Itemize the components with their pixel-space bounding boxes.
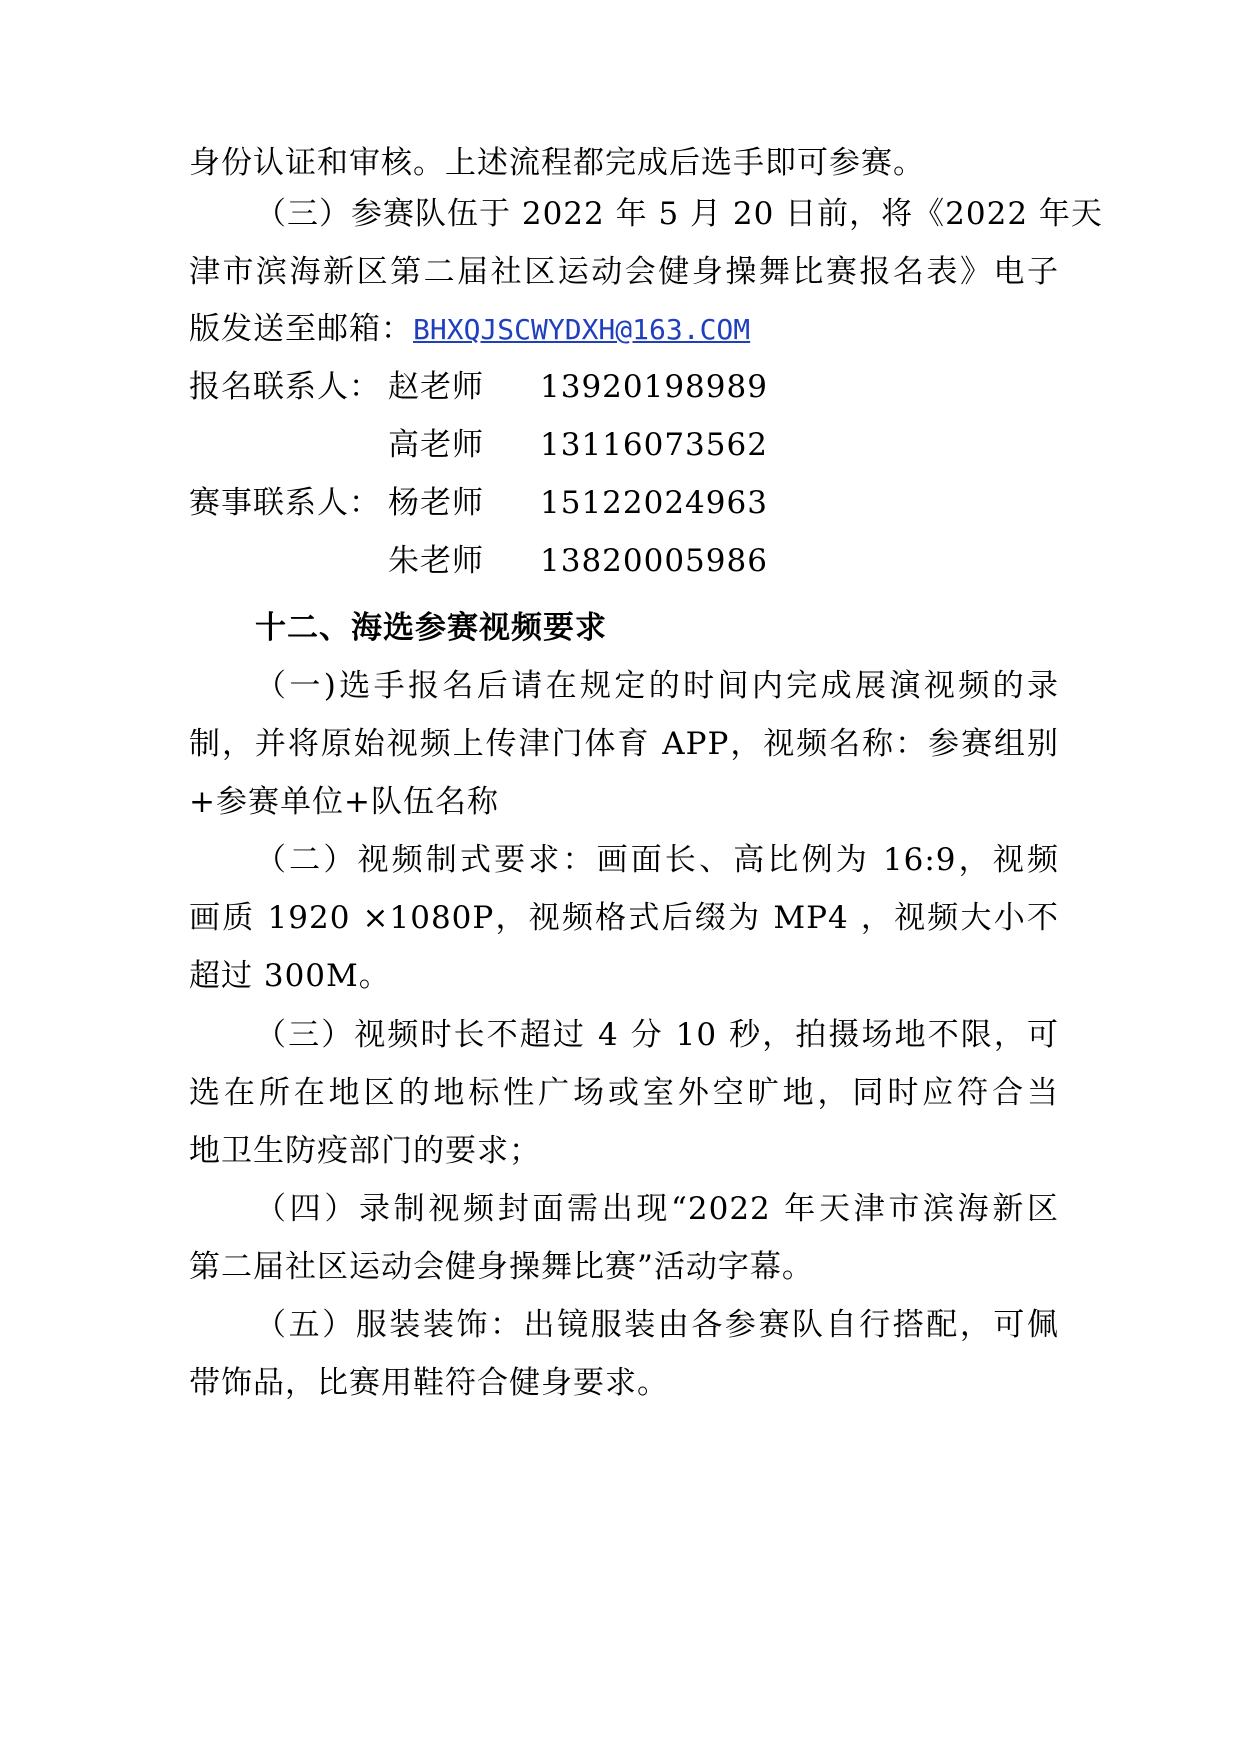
registration-contact-label: 报名联系人： bbox=[189, 369, 381, 405]
contact-name: 高老师 bbox=[388, 427, 484, 463]
contact-phone: 13920198989 bbox=[540, 369, 768, 405]
paragraph-line: 身份认证和审核。上述流程都完成后选手即可参赛。 bbox=[189, 145, 925, 181]
paragraph-line: 带饰品，比赛用鞋符合健身要求。 bbox=[189, 1365, 669, 1401]
paragraph-line: （四）录制视频封面需出现“2022 年天津市滨海新区 bbox=[255, 1191, 1059, 1227]
contact-phone: 13820005986 bbox=[540, 543, 768, 579]
paragraph-line: 地卫生防疫部门的要求； bbox=[189, 1133, 541, 1169]
contact-phone: 13116073562 bbox=[540, 427, 768, 463]
email-link[interactable]: BHXQJSCWYDXH@163.COM bbox=[413, 313, 751, 346]
contact-name: 赵老师 bbox=[388, 369, 484, 405]
contact-name: 朱老师 bbox=[388, 543, 484, 579]
email-prefix: 版发送至邮箱： bbox=[189, 311, 413, 347]
paragraph-line: （一)选手报名后请在规定的时间内完成展演视频的录 bbox=[255, 668, 1059, 704]
paragraph-line: （三）视频时长不超过 4 分 10 秒，拍摄场地不限，可 bbox=[255, 1017, 1059, 1053]
paragraph-line: +参赛单位+队伍名称 bbox=[189, 784, 499, 820]
section-heading: 十二、海选参赛视频要求 bbox=[255, 610, 607, 646]
event-contact-label: 赛事联系人： bbox=[189, 485, 381, 521]
paragraph-line: 制，并将原始视频上传津门体育 APP，视频名称：参赛组别 bbox=[189, 726, 1059, 762]
paragraph-line: （二）视频制式要求：画面长、高比例为 16:9，视频 bbox=[255, 842, 1059, 878]
paragraph-line: 津市滨海新区第二届社区运动会健身操舞比赛报名表》电子 bbox=[189, 254, 1059, 290]
paragraph-line: 画质 1920 ×1080P，视频格式后缀为 MP4 ，视频大小不 bbox=[189, 900, 1059, 936]
paragraph-line bbox=[189, 309, 1059, 350]
paragraph-line: （五）服装装饰：出镜服装由各参赛队自行搭配，可佩 bbox=[255, 1307, 1059, 1343]
paragraph-line: 超过 300M。 bbox=[189, 958, 391, 994]
contact-name: 杨老师 bbox=[388, 485, 484, 521]
paragraph-line: 第二届社区运动会健身操舞比赛”活动字幕。 bbox=[189, 1249, 814, 1285]
contact-phone: 15122024963 bbox=[540, 485, 768, 521]
paragraph-line: 选在所在地区的地标性广场或室外空旷地，同时应符合当 bbox=[189, 1075, 1059, 1111]
paragraph-line: （三）参赛队伍于 2022 年 5 月 20 日前，将《2022 年天 bbox=[255, 196, 1103, 232]
